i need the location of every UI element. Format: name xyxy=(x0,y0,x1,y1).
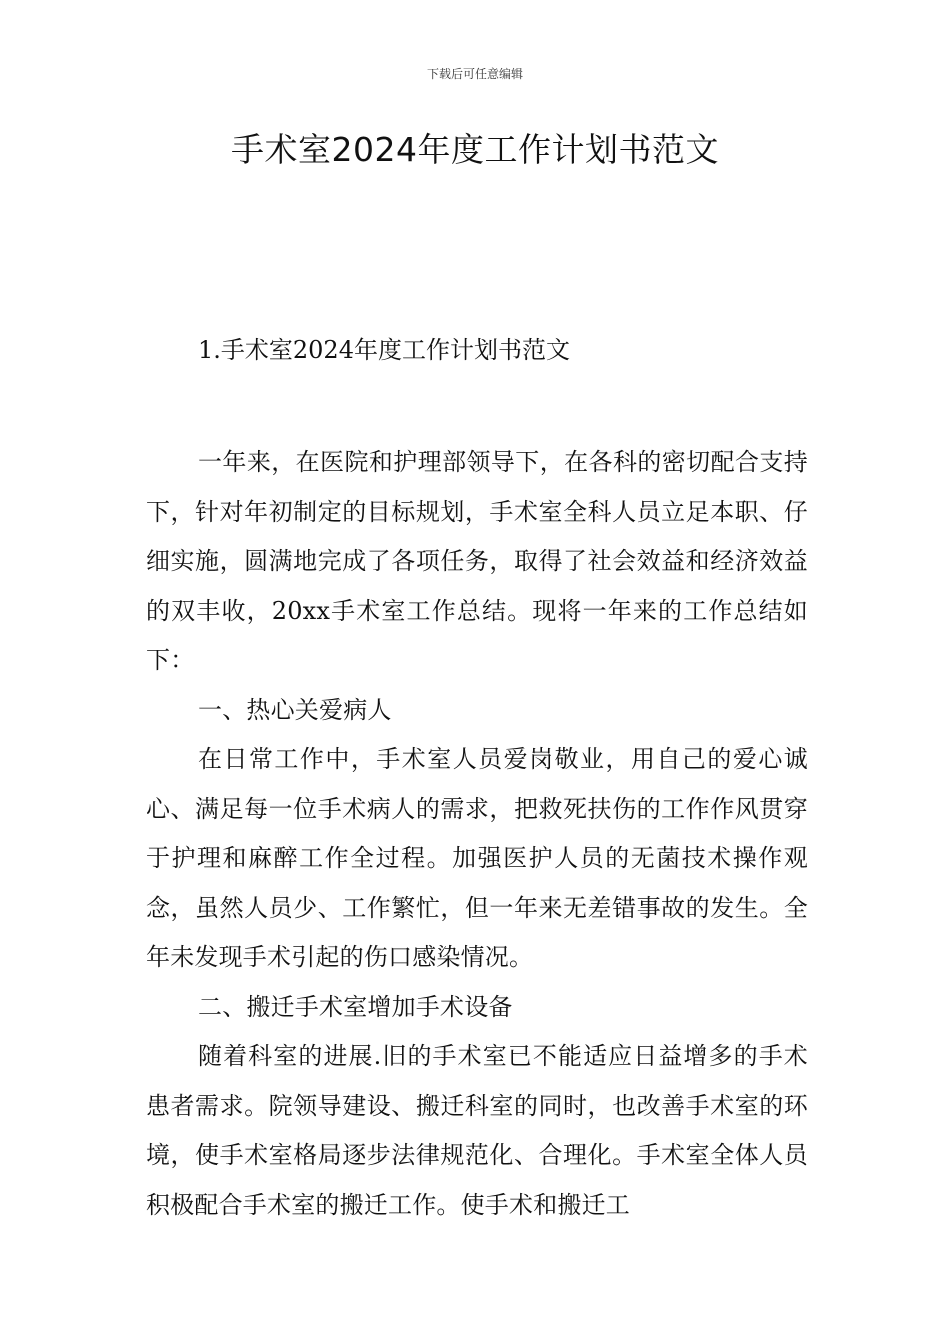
document-body xyxy=(146,330,808,1230)
subheading-relocation: 二、搬迁手术室增加手术设备 xyxy=(198,992,513,1021)
document-title: 手术室2024年度工作计划书范文 xyxy=(231,130,719,169)
header-note: 下载后可任意编辑 xyxy=(426,67,523,81)
paragraph-intro: 一年来，在医院和护理部领导下，在各科的密切配合支持下，针对年初制定的目标规划，手术室全科人员立足本职、仔细实施，圆满地完成了各项任务，取得了社会效益和经济效益的双丰收，20xx手术室工作总结。现将一年来的工作总结如下： xyxy=(146,448,808,674)
subheading-care-patients: 一、热心关爱病人 xyxy=(198,695,392,724)
paragraph-relocation: 随着科室的进展.旧的手术室已不能适应日益增多的手术患者需求。院领导建设、搬迁科室的同时，也改善手术室的环境，使手术室格局逐步法律规范化、合理化。手术室全体人员积极配合手术室的搬迁工作。使手术和搬迁工 xyxy=(146,1042,808,1219)
section-heading: 1.手术室2024年度工作计划书范文 xyxy=(198,336,570,364)
paragraph-care-patients: 在日常工作中，手术室人员爱岗敬业，用自己的爱心诚心、满足每一位手术病人的需求，把救死扶伤的工作作风贯穿于护理和麻醉工作全过程。加强医护人员的无菌技术操作观念，虽然人员少、工作繁忙，但一年来无差错事故的发生。全年未发现手术引起的伤口感染情况。 xyxy=(146,745,808,971)
